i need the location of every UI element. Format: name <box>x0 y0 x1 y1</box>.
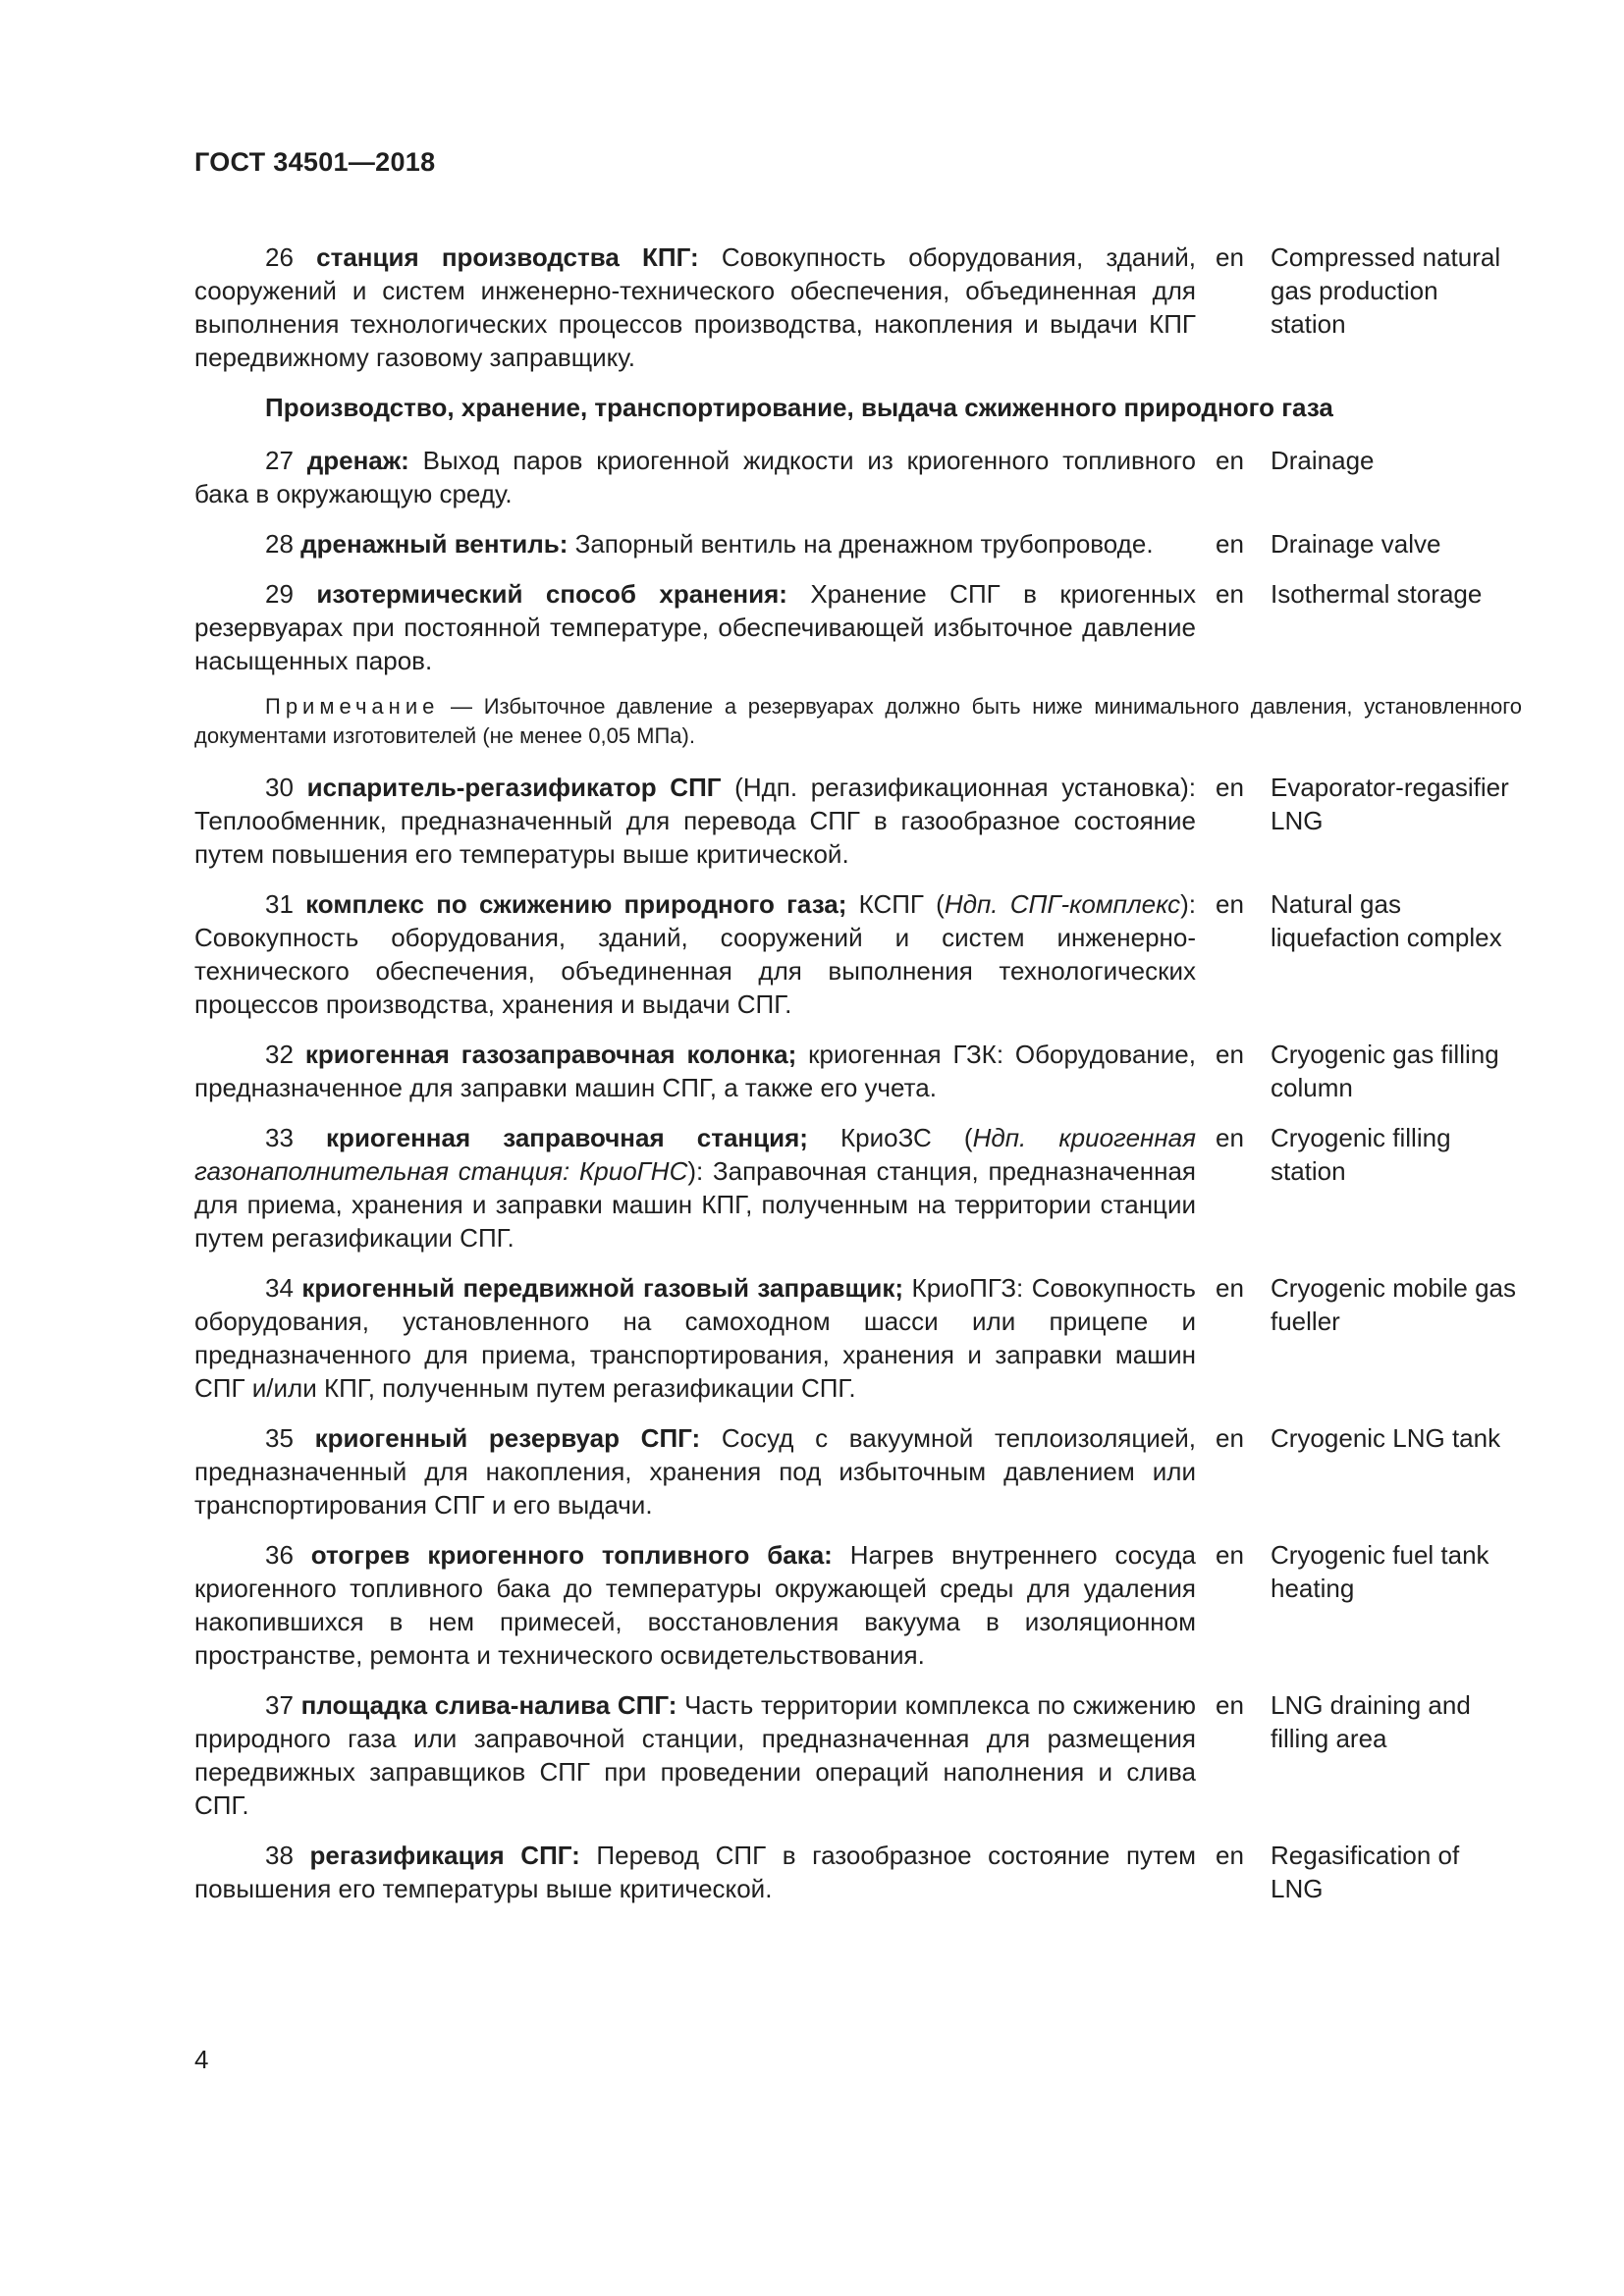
term-number: 38 <box>265 1841 294 1870</box>
term-definition <box>194 444 1196 510</box>
definition-prefix: КриоЗС ( <box>807 1123 973 1152</box>
term-ru: изотермический способ хранения: <box>316 579 787 609</box>
term-definition <box>194 527 1196 561</box>
term-entry-35 <box>194 1421 1530 1522</box>
note-label: Примечание <box>265 694 440 719</box>
definition-italic: Ндп. СПГ-комплекс <box>944 889 1181 919</box>
lang-code: en <box>1216 1690 1244 1720</box>
term-ru: криогенный резервуар СПГ: <box>314 1423 701 1453</box>
term-ru: дренаж: <box>306 446 409 475</box>
term-entry-33 <box>194 1121 1530 1255</box>
definition-text: Перевод СПГ в газообразное состояние путем повышения его температуры выше критической. <box>194 1841 1196 1903</box>
definition-text: Часть территории комплекса по сжижению природного газа или заправочной станции, предназначенная для размещения передвижных заправщиков СПГ при проведении операций наполнения и слива СПГ. <box>194 1690 1196 1820</box>
term-ru: станция производства КПГ: <box>316 242 699 272</box>
definition-text: Сосуд с вакуумной теплоизоляцией, предназначенный для накопления, хранения под избыточным давлением или транспортирования СПГ и его выдачи. <box>194 1423 1196 1520</box>
term-definition <box>194 1421 1196 1522</box>
definition-text: КриоПГЗ: Совокупность оборудования, установленного на самоходном шасси или прицепе и предназначенного для приема, транспортирования, хранения и заправки машин СПГ и/или КПГ, полученным путем регазификации СПГ. <box>194 1273 1196 1403</box>
term-en: Drainage <box>1271 446 1375 475</box>
term-en: LNG draining and filling area <box>1271 1690 1471 1753</box>
term-entry-37 <box>194 1688 1530 1822</box>
term-definition <box>194 1688 1196 1822</box>
term-definition <box>194 1038 1196 1104</box>
term-en: Regasification of LNG <box>1271 1841 1460 1903</box>
section-heading: Производство, хранение, транспортирование, выдача сжиженного природного газа <box>265 393 1333 422</box>
term-definition <box>194 1271 1196 1405</box>
term-number: 31 <box>265 889 294 919</box>
term-number: 28 <box>265 529 294 559</box>
term-number: 34 <box>265 1273 294 1303</box>
term-en: Cryogenic mobile gas fueller <box>1271 1273 1517 1336</box>
term-entry-27 <box>194 444 1530 510</box>
term-definition <box>194 887 1196 1021</box>
note-text: — Избыточное давление а резервуарах должно быть ниже минимального давления, установленного документами изготовителей (не менее 0,05 МПа). <box>194 694 1522 748</box>
term-en: Isothermal storage <box>1271 579 1483 609</box>
lang-code: en <box>1216 1423 1244 1453</box>
term-definition <box>194 1839 1196 1905</box>
lang-code: en <box>1216 1273 1244 1303</box>
lang-code: en <box>1216 773 1244 802</box>
term-ru: отогрев криогенного топливного бака: <box>310 1540 833 1570</box>
term-number: 32 <box>265 1040 294 1069</box>
term-entry-34 <box>194 1271 1530 1405</box>
term-number: 36 <box>265 1540 294 1570</box>
definition-text: Запорный вентиль на дренажном трубопроводе. <box>568 529 1154 559</box>
lang-code: en <box>1216 1841 1244 1870</box>
definition-text: Хранение СПГ в криогенных резервуарах при постоянной температуре, обеспечивающей избыточное давление насыщенных паров. <box>194 579 1196 675</box>
term-number: 33 <box>265 1123 294 1152</box>
definition-text: ): Заправочная станция, предназначенная для приема, хранения и заправки машин КПГ, полученным на территории станции путем регазификации СПГ. <box>194 1156 1196 1253</box>
term-en: Cryogenic LNG tank <box>1271 1423 1501 1453</box>
definition-text: Совокупность оборудования, зданий, сооружений и систем инженерно-технического обеспечения, объединенная для выполнения технологических процессов производства, накопления и выдачи КПГ передвижному газовому заправщику. <box>194 242 1196 372</box>
definition-prefix: КСПГ ( <box>846 889 945 919</box>
term-definition <box>194 771 1196 871</box>
term-number: 26 <box>265 242 294 272</box>
lang-code: en <box>1216 529 1244 559</box>
definition-text: Выход паров криогенной жидкости из криогенного топливного бака в окружающую среду. <box>194 446 1196 508</box>
terms-list <box>194 240 1530 1922</box>
term-definition <box>194 1538 1196 1672</box>
lang-code: en <box>1216 446 1244 475</box>
term-entry-26 <box>194 240 1530 374</box>
term-ru: криогенный передвижной газовый заправщик; <box>301 1273 904 1303</box>
term-number: 29 <box>265 579 294 609</box>
term-en: Compressed natural gas production station <box>1271 242 1501 339</box>
term-ru: испаритель-регазификатор СПГ <box>306 773 722 802</box>
term-en: Evaporator-regasifier LNG <box>1271 773 1509 835</box>
term-entry-36 <box>194 1538 1530 1672</box>
term-en: Cryogenic gas filling column <box>1271 1040 1499 1102</box>
term-ru: дренажный вентиль: <box>300 529 568 559</box>
term-definition <box>194 1121 1196 1255</box>
lang-code: en <box>1216 242 1244 272</box>
term-entry-32 <box>194 1038 1530 1104</box>
term-en: Drainage valve <box>1271 529 1441 559</box>
lang-code: en <box>1216 889 1244 919</box>
term-number: 27 <box>265 446 294 475</box>
term-number: 30 <box>265 773 294 802</box>
term-ru: регазификация СПГ: <box>309 1841 580 1870</box>
term-number: 37 <box>265 1690 294 1720</box>
lang-code: en <box>1216 1040 1244 1069</box>
term-en: Cryogenic filling station <box>1271 1123 1451 1186</box>
term-ru: площадка слива-налива СПГ: <box>300 1690 677 1720</box>
definition-text: (Ндп. регазификационная установка): Теплообменник, предназначенный для перевода СПГ в газообразное состояние путем повышения его температуры выше критической. <box>194 773 1196 869</box>
term-en: Cryogenic fuel tank heating <box>1271 1540 1489 1603</box>
term-ru: комплекс по сжижению природного газа; <box>305 889 847 919</box>
definition-italic: Ндп. криогенная газонаполнительная станция: КриоГНС <box>194 1123 1196 1186</box>
term-number: 35 <box>265 1423 294 1453</box>
lang-code: en <box>1216 1540 1244 1570</box>
term-definition <box>194 240 1196 374</box>
term-ru: криогенная заправочная станция; <box>326 1123 808 1152</box>
term-ru: криогенная газозаправочная колонка; <box>304 1040 797 1069</box>
lang-code: en <box>1216 579 1244 609</box>
definition-text: ): Совокупность оборудования, зданий, сооружений и систем инженерно-технического обеспечения, объединенная для выполнения технологических процессов производства, хранения и выдачи СПГ. <box>194 889 1196 1019</box>
note <box>194 692 1522 751</box>
definition-text: Нагрев внутреннего сосуда криогенного топливного бака до температуры окружающей среды для удаления накопившихся в нем примесей, восстановления вакуума в изоляционном пространстве, ремонта и технического освидетельствования. <box>194 1540 1196 1670</box>
term-entry-29 <box>194 577 1530 677</box>
term-entry-28 <box>194 527 1530 561</box>
page-header: ГОСТ 34501—2018 <box>194 147 436 177</box>
definition-text: криогенная ГЗК: Оборудование, предназначенное для заправки машин СПГ, а также его учета. <box>194 1040 1196 1102</box>
lang-code: en <box>1216 1123 1244 1152</box>
term-entry-38 <box>194 1839 1530 1905</box>
term-entry-30 <box>194 771 1530 871</box>
term-definition <box>194 577 1196 677</box>
term-entry-31 <box>194 887 1530 1021</box>
term-en: Natural gas liquefaction complex <box>1271 889 1502 952</box>
page-number: 4 <box>194 2045 209 2074</box>
